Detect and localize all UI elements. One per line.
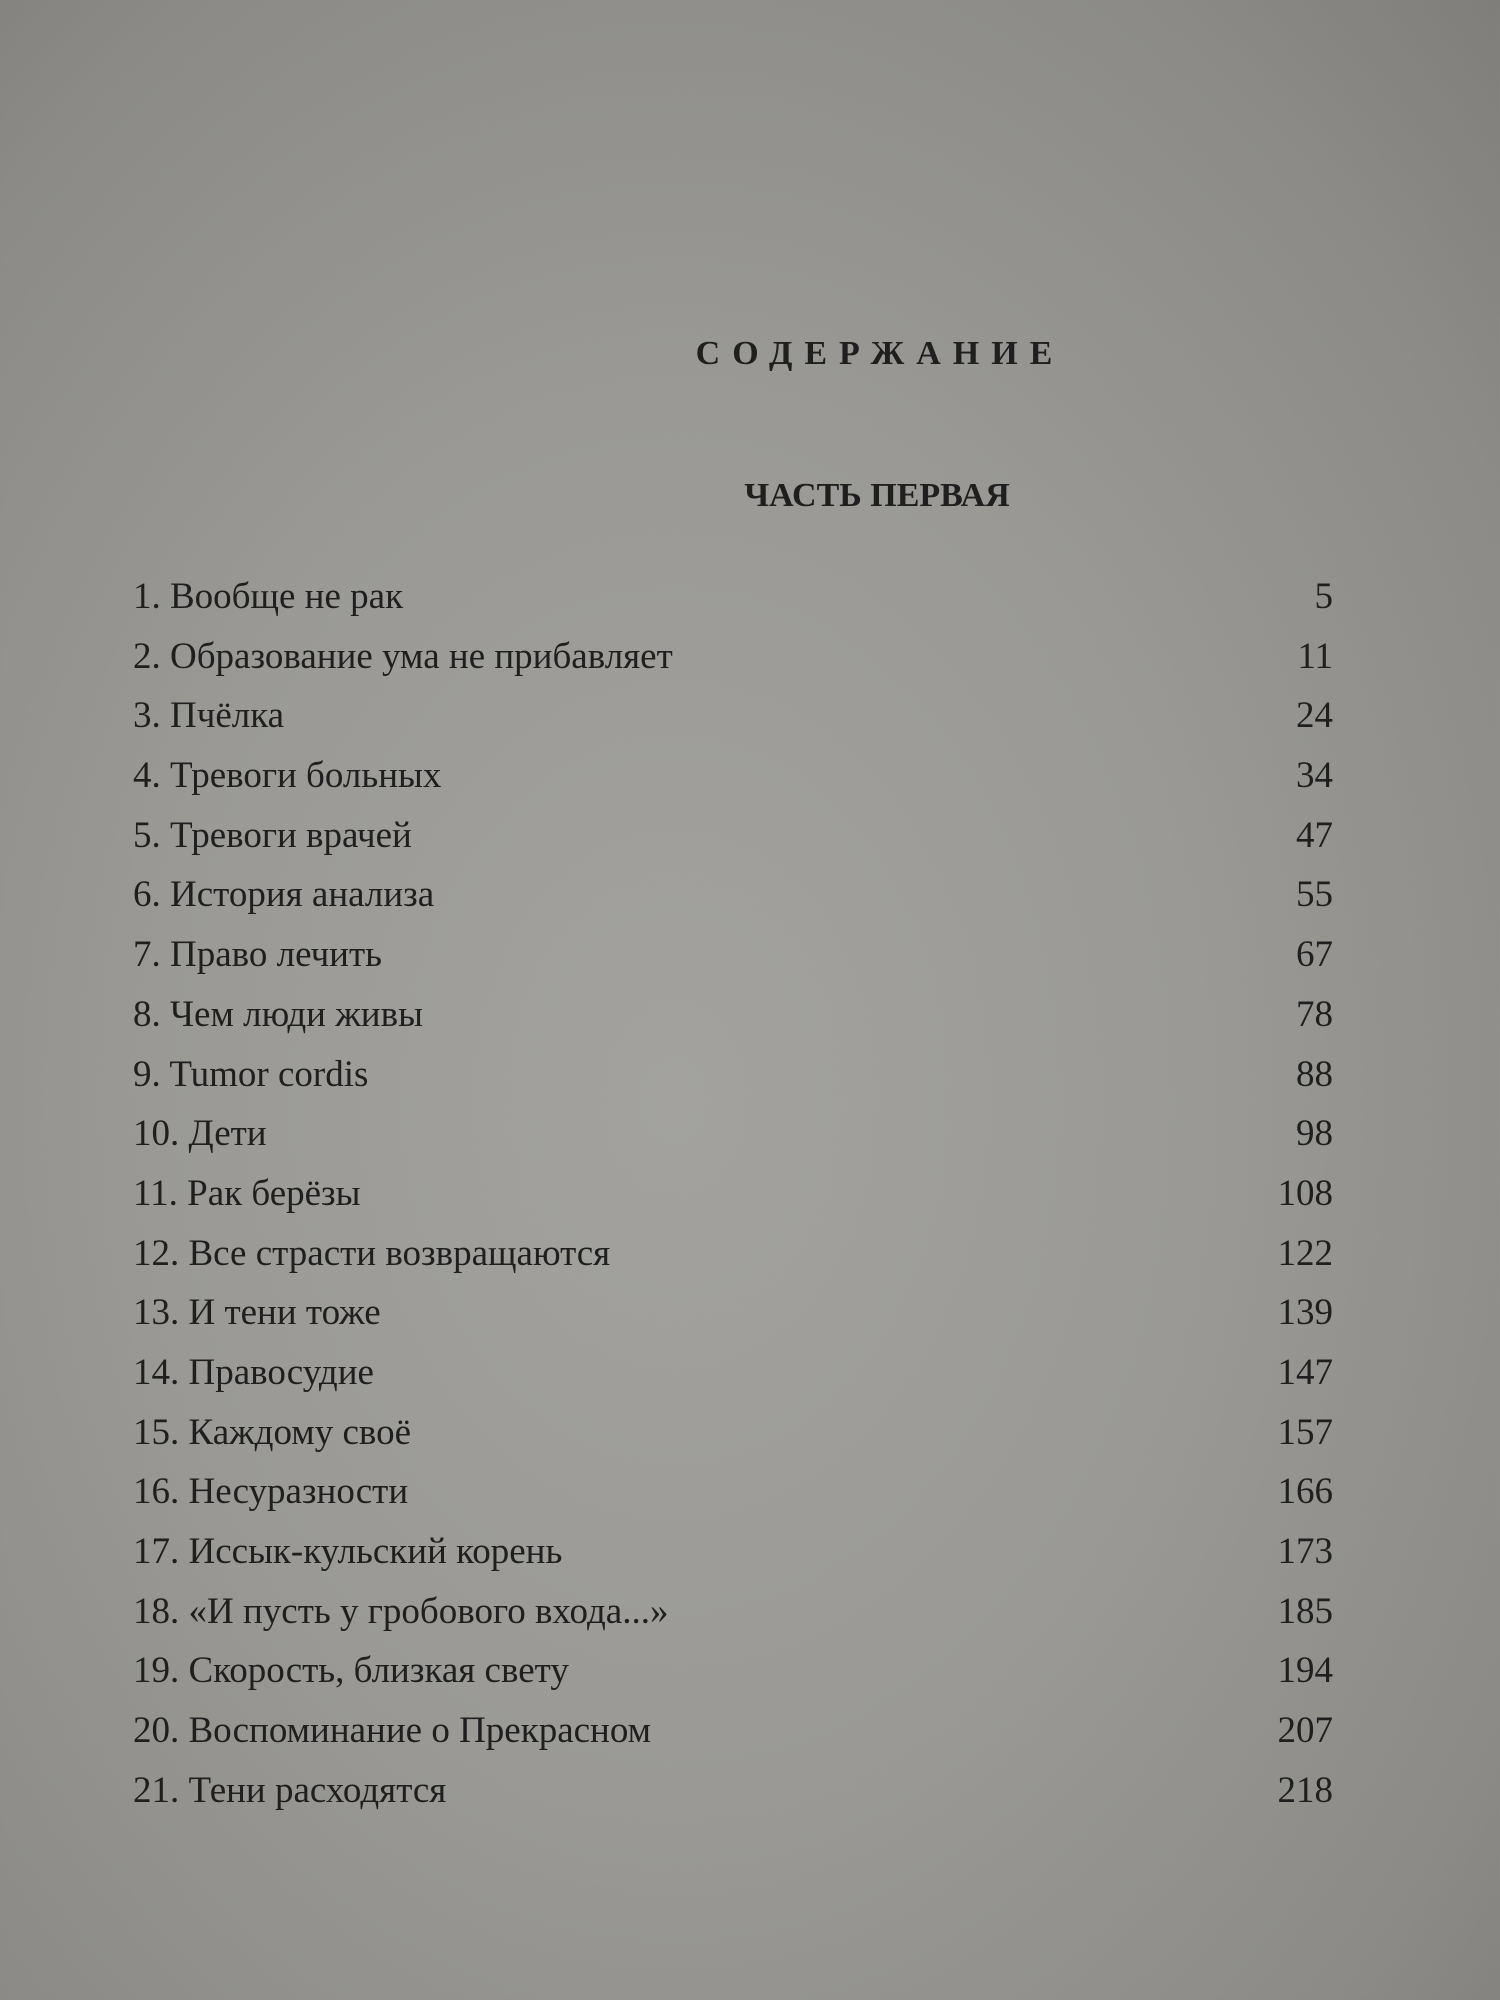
toc-entry-page: 108 <box>1277 1172 1333 1214</box>
toc-entry-page: 34 <box>1296 755 1333 797</box>
toc-entry-page: 207 <box>1277 1710 1333 1752</box>
toc-entry-page: 122 <box>1277 1232 1333 1274</box>
toc-entry <box>133 575 1333 635</box>
toc-entry-page: 166 <box>1277 1471 1333 1513</box>
toc-entry <box>133 1351 1333 1411</box>
toc-entry-title: 15. Каждому своё <box>133 1411 412 1453</box>
toc-entry <box>133 1470 1333 1530</box>
toc-entry-title: 13. И тени тоже <box>133 1292 381 1334</box>
toc-entry-title: 14. Правосудие <box>133 1351 374 1393</box>
toc-entry <box>133 1232 1333 1292</box>
toc-entry-page: 24 <box>1296 695 1333 737</box>
toc-entry-page: 67 <box>1296 934 1333 976</box>
toc-entry <box>133 754 1333 814</box>
toc-entry-title: 16. Несуразности <box>133 1471 409 1513</box>
toc-entry-page: 55 <box>1296 874 1333 916</box>
page-title: СОДЕРЖАНИЕ <box>695 335 1065 372</box>
toc-entry-page: 157 <box>1277 1411 1333 1453</box>
toc-entry-title: 7. Право лечить <box>133 934 383 976</box>
toc-entry <box>133 1530 1333 1590</box>
toc-entry <box>133 1172 1333 1232</box>
toc-entry <box>133 1769 1333 1829</box>
toc-entry-page: 5 <box>1314 576 1333 617</box>
toc-entry-title: 20. Воспоминание о Прекрасном <box>133 1710 652 1752</box>
toc-entry-title: 17. Иссык-кульский корень <box>133 1531 563 1572</box>
toc-entry-title: 6. История анализа <box>133 874 435 916</box>
toc-entry-title: 19. Скорость, близкая свету <box>133 1650 569 1692</box>
toc-entry-page: 98 <box>1296 1113 1333 1155</box>
toc-entry-page: 173 <box>1277 1531 1333 1572</box>
toc-entry-page: 218 <box>1277 1769 1333 1811</box>
toc-entry <box>133 1411 1333 1471</box>
part-heading: ЧАСТЬ ПЕРВАЯ <box>744 477 1010 514</box>
toc-entry-title: 18. «И пусть у гробового входа...» <box>133 1590 669 1632</box>
toc-entry-page: 147 <box>1277 1351 1333 1393</box>
toc-entry-title: 2. Образование ума не прибавляет <box>133 635 673 677</box>
toc-entry-title: 12. Все страсти возвращаются <box>133 1232 611 1274</box>
toc-entry-title: 21. Тени расходятся <box>133 1769 447 1811</box>
toc-entry <box>133 1590 1333 1650</box>
toc-entry-page: 11 <box>1297 635 1333 677</box>
table-of-contents <box>133 575 1333 1828</box>
toc-entry-title: 11. Рак берёзы <box>133 1172 361 1214</box>
toc-entry <box>133 694 1333 754</box>
toc-entry <box>133 1053 1333 1113</box>
toc-entry <box>133 873 1333 933</box>
toc-entry-title: 8. Чем люди живы <box>133 993 423 1035</box>
toc-entry-title: 5. Тревоги врачей <box>133 814 412 856</box>
toc-entry <box>133 814 1333 874</box>
toc-entry <box>133 993 1333 1053</box>
toc-entry <box>133 635 1333 695</box>
toc-entry-page: 194 <box>1277 1650 1333 1692</box>
toc-entry <box>133 1649 1333 1709</box>
toc-entry-page: 185 <box>1277 1590 1333 1632</box>
toc-entry <box>133 933 1333 993</box>
toc-entry-page: 78 <box>1296 993 1333 1035</box>
toc-entry-page: 47 <box>1296 814 1333 856</box>
toc-entry-title: 10. Дети <box>133 1113 267 1155</box>
toc-entry <box>133 1709 1333 1769</box>
toc-entry-title: 1. Вообще не рак <box>133 576 404 617</box>
toc-entry-page: 88 <box>1296 1053 1333 1095</box>
toc-entry-title: 3. Пчёлка <box>133 695 285 737</box>
toc-entry-page: 139 <box>1277 1292 1333 1334</box>
toc-entry-title: 9. Tumor cordis <box>133 1053 369 1095</box>
toc-entry-title: 4. Тревоги больных <box>133 755 442 797</box>
toc-entry <box>133 1112 1333 1172</box>
toc-entry <box>133 1291 1333 1351</box>
